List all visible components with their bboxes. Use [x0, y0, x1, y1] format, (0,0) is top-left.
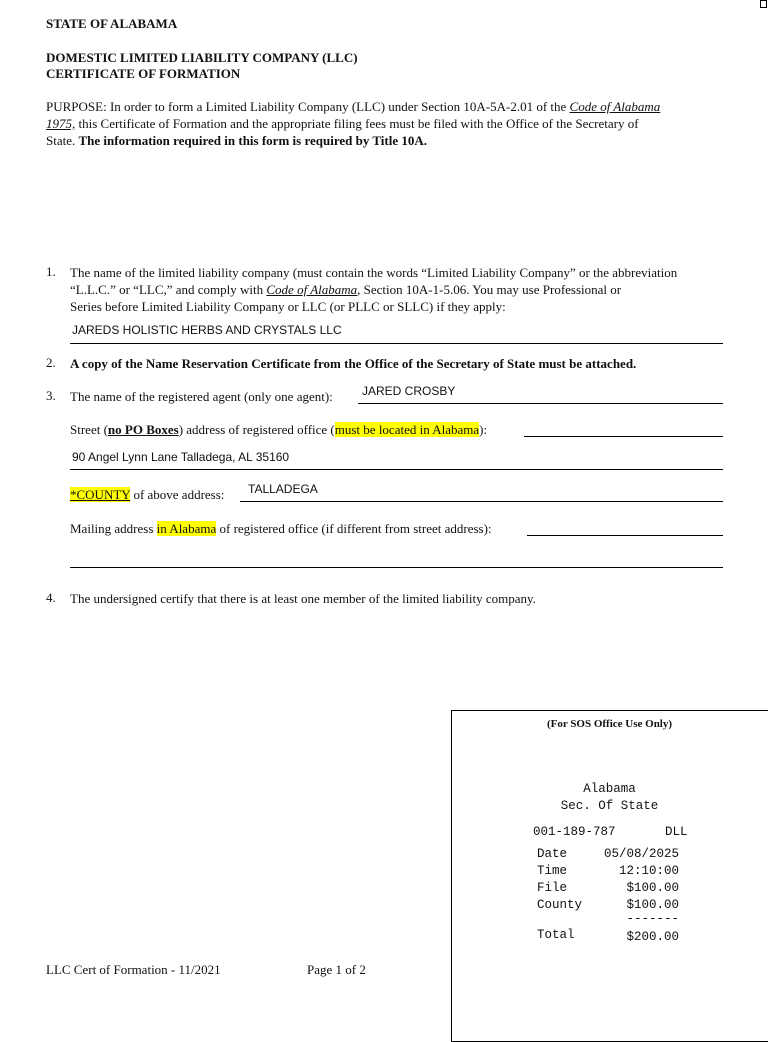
mailing-alabama-highlight: in Alabama: [156, 521, 217, 536]
purpose-text-2: this Certificate of Formation and the appropriate filing fees must be filed with the Office of the Secretary of: [75, 116, 639, 131]
receipt-time-value: 12:10:00: [618, 864, 679, 878]
county-highlight: *COUNTY: [70, 487, 131, 502]
item2-number: 2.: [46, 355, 56, 370]
receipt-file-label: File: [537, 881, 568, 895]
item4-number: 4.: [46, 590, 56, 605]
county-label: [70, 486, 224, 503]
item1-line2a: “L.L.C.” or “LLC,” and comply with: [70, 282, 267, 297]
street-inline-line: [524, 436, 723, 437]
corner-mark: [760, 0, 767, 8]
item1-line2b: , Section 10A-1-5.06. You may use Professional or: [357, 282, 622, 297]
receipt-total-label: Total: [537, 928, 575, 942]
receipt-file-value: $100.00: [626, 881, 679, 895]
agent-name-field[interactable]: JARED CROSBY: [362, 384, 456, 398]
street-label: [70, 421, 487, 438]
street-label-b: ) address of registered office (: [178, 422, 335, 437]
sos-office: Sec. Of State: [560, 799, 659, 813]
mailing-inline-line[interactable]: [527, 535, 723, 536]
purpose-code-year: 1975,: [46, 116, 76, 131]
sos-heading: (For SOS Office Use Only): [546, 718, 673, 730]
item1-code-ref: Code of Alabama: [266, 282, 358, 297]
receipt-date-label: Date: [537, 847, 568, 861]
receipt-dashes: -------: [626, 912, 679, 926]
item3-number: 3.: [46, 388, 56, 403]
receipt-county-label: County: [537, 898, 583, 912]
footer-page-number: Page 1 of 2: [307, 962, 366, 977]
agent-line: [358, 403, 723, 404]
form-title-line1: DOMESTIC LIMITED LIABILITY COMPANY (LLC): [46, 50, 358, 65]
agent-label: The name of the registered agent (only one agent):: [70, 389, 333, 404]
item2-text: A copy of the Name Reservation Certificate from the Office of the Secretary of State must be attached.: [70, 356, 637, 371]
receipt-time-label: Time: [537, 864, 568, 878]
receipt-date-value: 05/08/2025: [603, 847, 679, 861]
item4-text: The undersigned certify that there is at least one member of the limited liability company.: [70, 591, 536, 606]
county-line: [240, 501, 723, 502]
no-po-boxes-note: no PO Boxes: [107, 422, 179, 437]
alabama-location-highlight: must be located in Alabama: [334, 422, 480, 437]
sos-entity-type: DLL: [665, 825, 688, 839]
sos-office-use-box: [451, 710, 768, 1042]
state-heading: STATE OF ALABAMA: [46, 16, 178, 31]
receipt-county-value: $100.00: [626, 898, 679, 912]
footer-form-id: LLC Cert of Formation - 11/2021: [46, 962, 221, 977]
county-label-rest: of above address:: [130, 487, 225, 502]
mailing-address-line[interactable]: [70, 567, 723, 568]
purpose-text-1: PURPOSE: In order to form a Limited Liability Company (LLC) under Section 10A-5A-2.01 of the: [46, 99, 570, 114]
sos-state: Alabama: [583, 782, 636, 796]
county-field[interactable]: TALLADEGA: [248, 482, 318, 496]
form-title-line2: CERTIFICATE OF FORMATION: [46, 66, 241, 81]
item1-line1: The name of the limited liability company (must contain the words “Limited Liability Company” or the abbreviation: [70, 265, 678, 280]
street-address-field[interactable]: 90 Angel Lynn Lane Talladega, AL 35160: [72, 450, 290, 464]
street-label-c: ):: [479, 422, 488, 437]
llc-name-field[interactable]: JAREDS HOLISTIC HERBS AND CRYSTALS LLC: [72, 323, 342, 337]
mailing-label: [70, 520, 492, 537]
purpose-required-note: The information required in this form is required by Title 10A.: [78, 133, 427, 148]
receipt-total-value: $200.00: [626, 930, 679, 944]
item1-number: 1.: [46, 264, 56, 279]
sos-file-number: 001-189-787: [533, 825, 616, 839]
purpose-paragraph: [46, 98, 726, 149]
purpose-text-3: State.: [46, 133, 79, 148]
purpose-code-ref: Code of Alabama: [569, 99, 661, 114]
item1-line3: Series before Limited Liability Company or LLC (or PLLC or SLLC) if they apply:: [70, 299, 506, 314]
item1-text: [70, 264, 730, 315]
llc-name-line: [70, 343, 723, 344]
street-label-a: Street (: [70, 422, 108, 437]
mailing-label-b: of registered office (if different from street address):: [216, 521, 492, 536]
mailing-label-a: Mailing address: [70, 521, 157, 536]
street-address-line: [70, 469, 723, 470]
